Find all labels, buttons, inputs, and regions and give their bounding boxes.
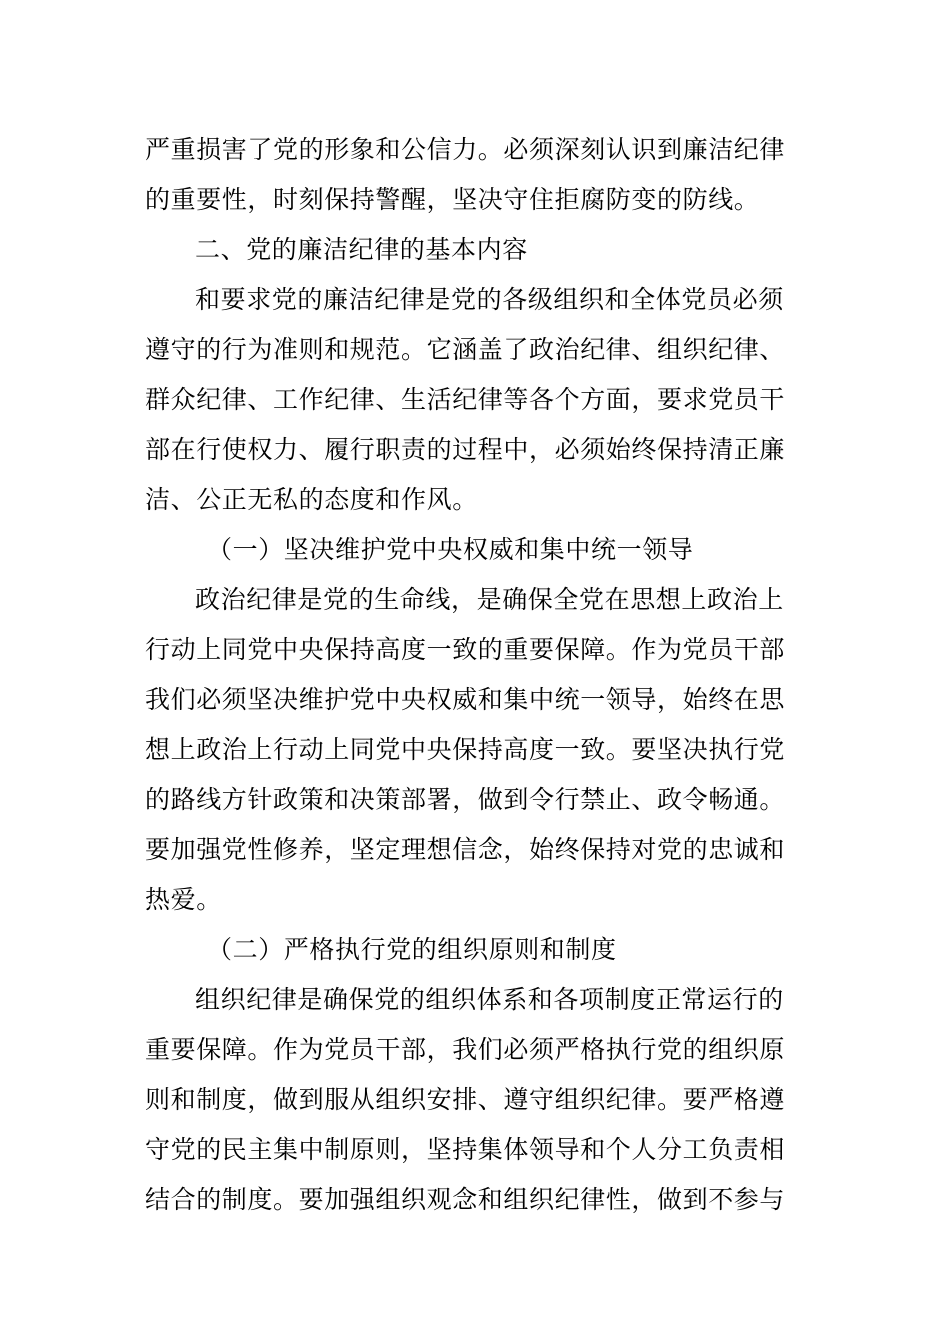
paragraph-line: 严重损害了党的形象和公信力。必须深刻认识到廉洁纪律 (145, 135, 786, 164)
paragraph-line: 群众纪律、工作纪律、生活纪律等各个方面，要求党员干 (145, 385, 786, 414)
paragraph-line: 想上政治上行动上同党中央保持高度一致。要坚决执行党 (145, 735, 786, 764)
subsection-heading: （一）坚决维护党中央权威和集中统一领导 (207, 535, 694, 564)
paragraph-line: 热爱。 (145, 885, 222, 914)
subsection-heading: （二）严格执行党的组织原则和制度 (207, 935, 617, 964)
paragraph-line: 的重要性，时刻保持警醒，坚决守住拒腐防变的防线。 (145, 185, 760, 214)
paragraph-line: 行动上同党中央保持高度一致的重要保障。作为党员干部 (145, 635, 786, 664)
paragraph-line: 守党的民主集中制原则，坚持集体领导和个人分工负责相 (145, 1135, 786, 1164)
paragraph-line: 我们必须坚决维护党中央权威和集中统一领导，始终在思 (145, 685, 786, 714)
paragraph-line: 部在行使权力、履行职责的过程中，必须始终保持清正廉 (145, 435, 786, 464)
paragraph-line: 和要求党的廉洁纪律是党的各级组织和全体党员必须 (195, 285, 784, 314)
document-body (145, 125, 809, 1225)
paragraph-line: 则和制度，做到服从组织安排、遵守组织纪律。要严格遵 (145, 1085, 786, 1114)
paragraph-line: 政治纪律是党的生命线，是确保全党在思想上政治上 (195, 585, 784, 614)
paragraph-line: 重要保障。作为党员干部，我们必须严格执行党的组织原 (145, 1035, 786, 1064)
paragraph-line: 的路线方针政策和决策部署，做到令行禁止、政令畅通。 (145, 785, 786, 814)
paragraph-line: 要加强党性修养，坚定理想信念，始终保持对党的忠诚和 (145, 835, 786, 864)
paragraph-line: 结合的制度。要加强组织观念和组织纪律性，做到不参与 (145, 1185, 786, 1214)
paragraph-line: 组织纪律是确保党的组织体系和各项制度正常运行的 (195, 985, 784, 1014)
section-heading: 二、党的廉洁纪律的基本内容 (195, 235, 528, 264)
paragraph-line: 洁、公正无私的态度和作风。 (145, 485, 478, 514)
paragraph-line: 遵守的行为准则和规范。它涵盖了政治纪律、组织纪律、 (145, 335, 786, 364)
